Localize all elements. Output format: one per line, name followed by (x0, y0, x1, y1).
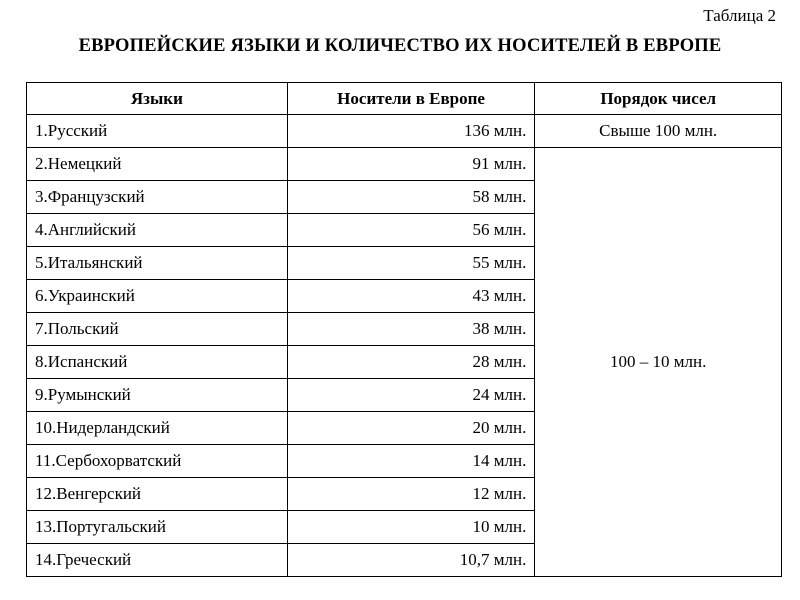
order-cell-over-100: Свыше 100 млн. (535, 115, 782, 148)
header-languages: Языки (27, 83, 288, 115)
language-cell: 2.Немецкий (27, 148, 288, 181)
language-cell: 1.Русский (27, 115, 288, 148)
language-cell: 10.Нидерландский (27, 412, 288, 445)
speakers-cell: 38 млн. (287, 313, 535, 346)
header-order: Порядок чисел (535, 83, 782, 115)
speakers-cell: 24 млн. (287, 379, 535, 412)
speakers-cell: 12 млн. (287, 478, 535, 511)
speakers-cell: 43 млн. (287, 280, 535, 313)
language-cell: 5.Итальянский (27, 247, 288, 280)
table-header-row (27, 83, 782, 115)
table-number-label: Таблица 2 (703, 6, 776, 25)
speakers-cell: 91 млн. (287, 148, 535, 181)
speakers-cell: 136 млн. (287, 115, 535, 148)
table-row (27, 148, 782, 181)
document-title: ЕВРОПЕЙСКИЕ ЯЗЫКИ И КОЛИЧЕСТВО ИХ НОСИТЕЛЕЙ В ЕВРОПЕ (78, 36, 722, 56)
speakers-cell: 10,7 млн. (287, 544, 535, 577)
header-speakers: Носители в Европе (287, 83, 535, 115)
order-cell-100-10: 100 – 10 млн. (535, 148, 782, 577)
speakers-cell: 58 млн. (287, 181, 535, 214)
language-cell: 13.Португальский (27, 511, 288, 544)
speakers-cell: 10 млн. (287, 511, 535, 544)
language-cell: 9.Румынский (27, 379, 288, 412)
speakers-cell: 14 млн. (287, 445, 535, 478)
language-cell: 14.Греческий (27, 544, 288, 577)
table-row (27, 115, 782, 148)
languages-table (26, 82, 782, 577)
language-cell: 8.Испанский (27, 346, 288, 379)
language-cell: 11.Сербохорватский (27, 445, 288, 478)
speakers-cell: 55 млн. (287, 247, 535, 280)
language-cell: 12.Венгерский (27, 478, 288, 511)
language-cell: 7.Польский (27, 313, 288, 346)
language-cell: 4.Английский (27, 214, 288, 247)
speakers-cell: 20 млн. (287, 412, 535, 445)
language-cell: 6.Украинский (27, 280, 288, 313)
speakers-cell: 28 млн. (287, 346, 535, 379)
speakers-cell: 56 млн. (287, 214, 535, 247)
language-cell: 3.Французский (27, 181, 288, 214)
